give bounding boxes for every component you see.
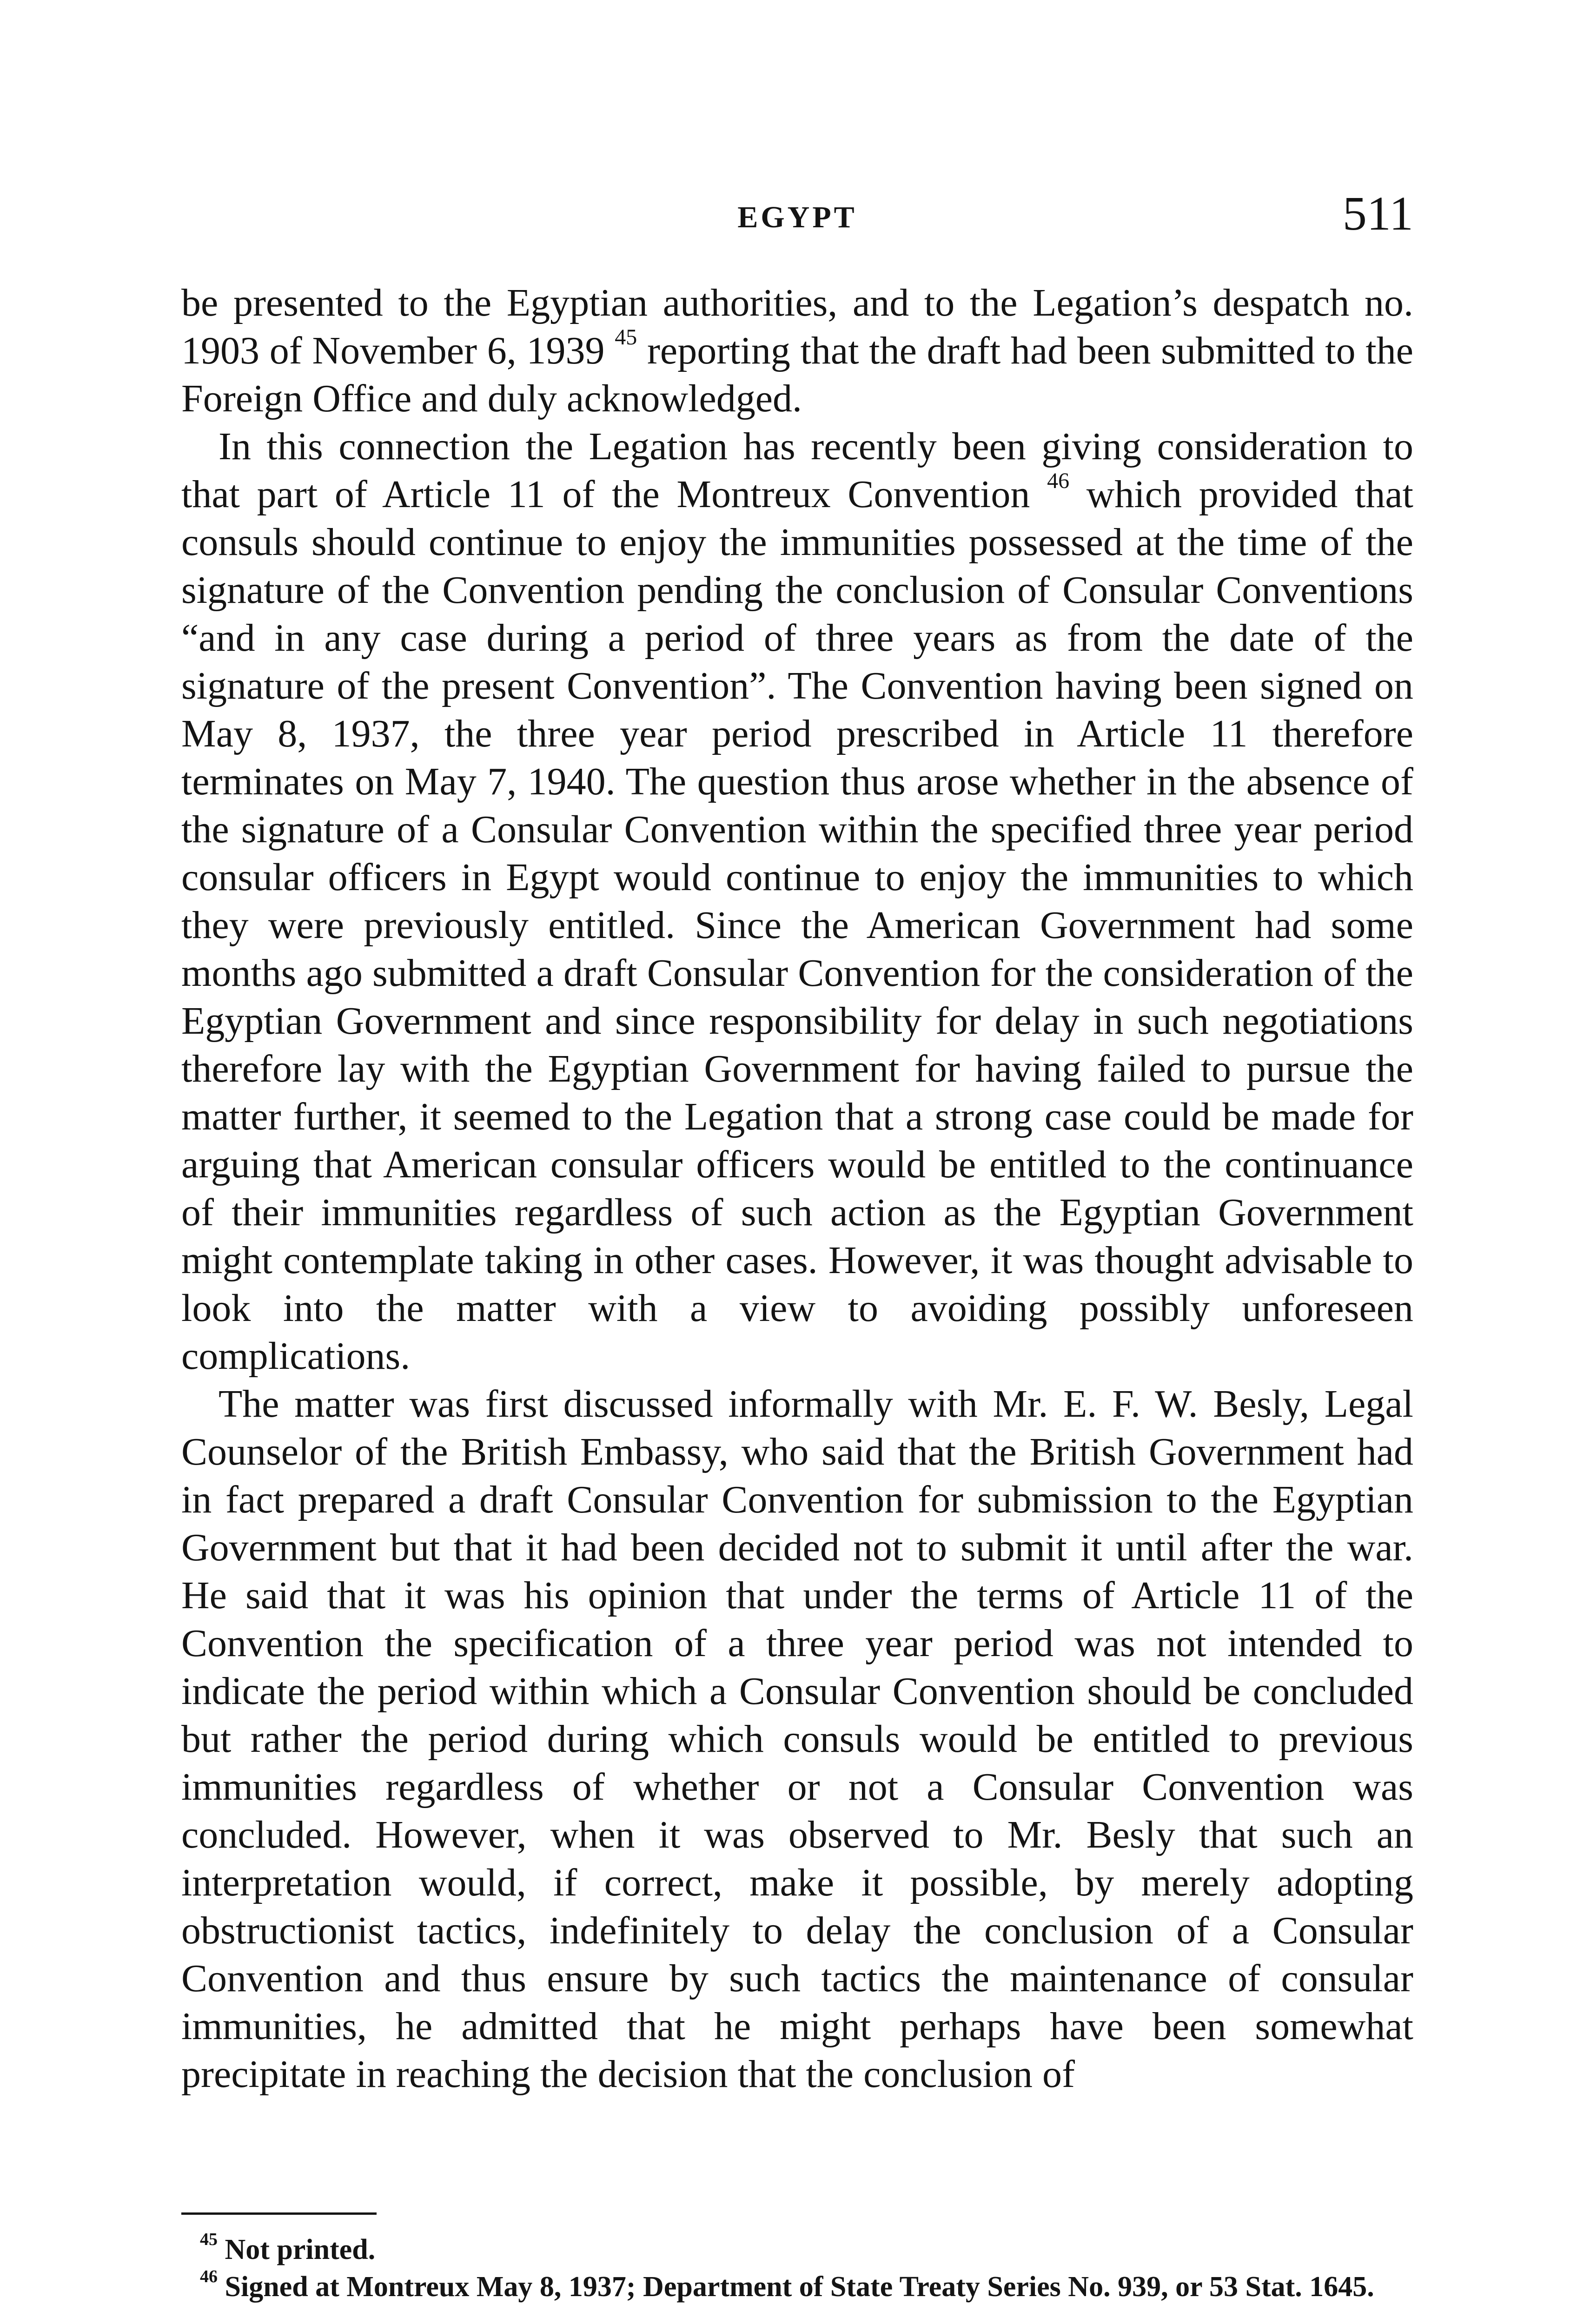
paragraph-1 [181, 279, 1413, 423]
paragraph-3-text: The matter was first discussed informally with Mr. E. F. W. Besly, Legal Counselor of the British Embassy, who said that the British Government had in fact prepared a draft Consular Convention for submission to the Egyptian Government but that it had been decided not to submit it until after the war. He said that it was his opinion that under the terms of Article 11 of the Convention the specification of a three year period was not intended to indicate the period within which a Consular Convention should be concluded but rather the period during which consuls would be entitled to previous immunities regardless of whether or not a Consular Convention was concluded. However, when it was observed to Mr. Besly that such an interpretation would, if correct, make it possible, by merely adopting obstructionist tactics, indefinitely to delay the conclusion of a Consular Convention and thus ensure by such tactics the maintenance of consular immunities, he admitted that he might perhaps have been somewhat precipitate in reaching the decision that the conclusion of [181, 1382, 1413, 2096]
paragraph-1-text-cont: reporting that the draft had been submitted to the Foreign Office and duly acknowledged. [181, 329, 1414, 420]
paragraph-2-text: In this connection the Legation has recently been giving consideration to that part of Article 11 of the Montreux Convention [181, 425, 1413, 516]
page-number: 511 [1342, 187, 1413, 240]
footnote-divider [181, 2212, 377, 2215]
footnotes [181, 2231, 1413, 2305]
footnote-45 [181, 2231, 1413, 2268]
running-head: EGYPT [737, 200, 857, 234]
paragraph-1-text: be presented to the Egyptian authorities, and to the Legation’s despatch no. 1903 of November 6, 1939 [181, 281, 1413, 372]
paragraph-3 [181, 1380, 1413, 2098]
footnote-46-text: Signed at Montreux May 8, 1937; Department of State Treaty Series No. 939, or 53 Stat. 1645. [218, 2271, 1374, 2303]
footnote-ref-46: 46 [1047, 469, 1070, 493]
footnote-45-mark: 45 [200, 2230, 218, 2250]
footnote-ref-45: 45 [615, 325, 637, 350]
footnote-45-text: Not printed. [218, 2234, 376, 2265]
body-text [181, 279, 1413, 2098]
footnote-46-mark: 46 [200, 2267, 218, 2287]
paragraph-2-text-cont: which provided that consuls should continue to enjoy the immunities possessed at the time of the signature of the Convention pending the conclusion of Consular Conventions “and in any case during a period of three years as from the date of the signature of the present Convention”. The Convention having been signed on May 8, 1937, the three year period prescribed in Article 11 therefore terminates on May 7, 1940. The question thus arose whether in the absence of the signature of a Consular Convention within the specified three year period consular officers in Egypt would continue to enjoy the immunities to which they were previously entitled. Since the American Government had some months ago submitted a draft Consular Convention for the consideration of the Egyptian Government and since responsibility for delay in such negotiations therefore lay with the Egyptian Government for having failed to pursue the matter further, it seemed to the Legation that a strong case could be made for arguing that American consular officers would be entitled to the continuance of their immunities regardless of such action as the Egyptian Government might contemplate taking in other cases. However, it was thought advisable to look into the matter with a view to avoiding possibly unforeseen complications. [181, 473, 1413, 1378]
paragraph-2 [181, 423, 1413, 1380]
page-header [181, 186, 1413, 240]
footnote-46 [181, 2268, 1413, 2305]
